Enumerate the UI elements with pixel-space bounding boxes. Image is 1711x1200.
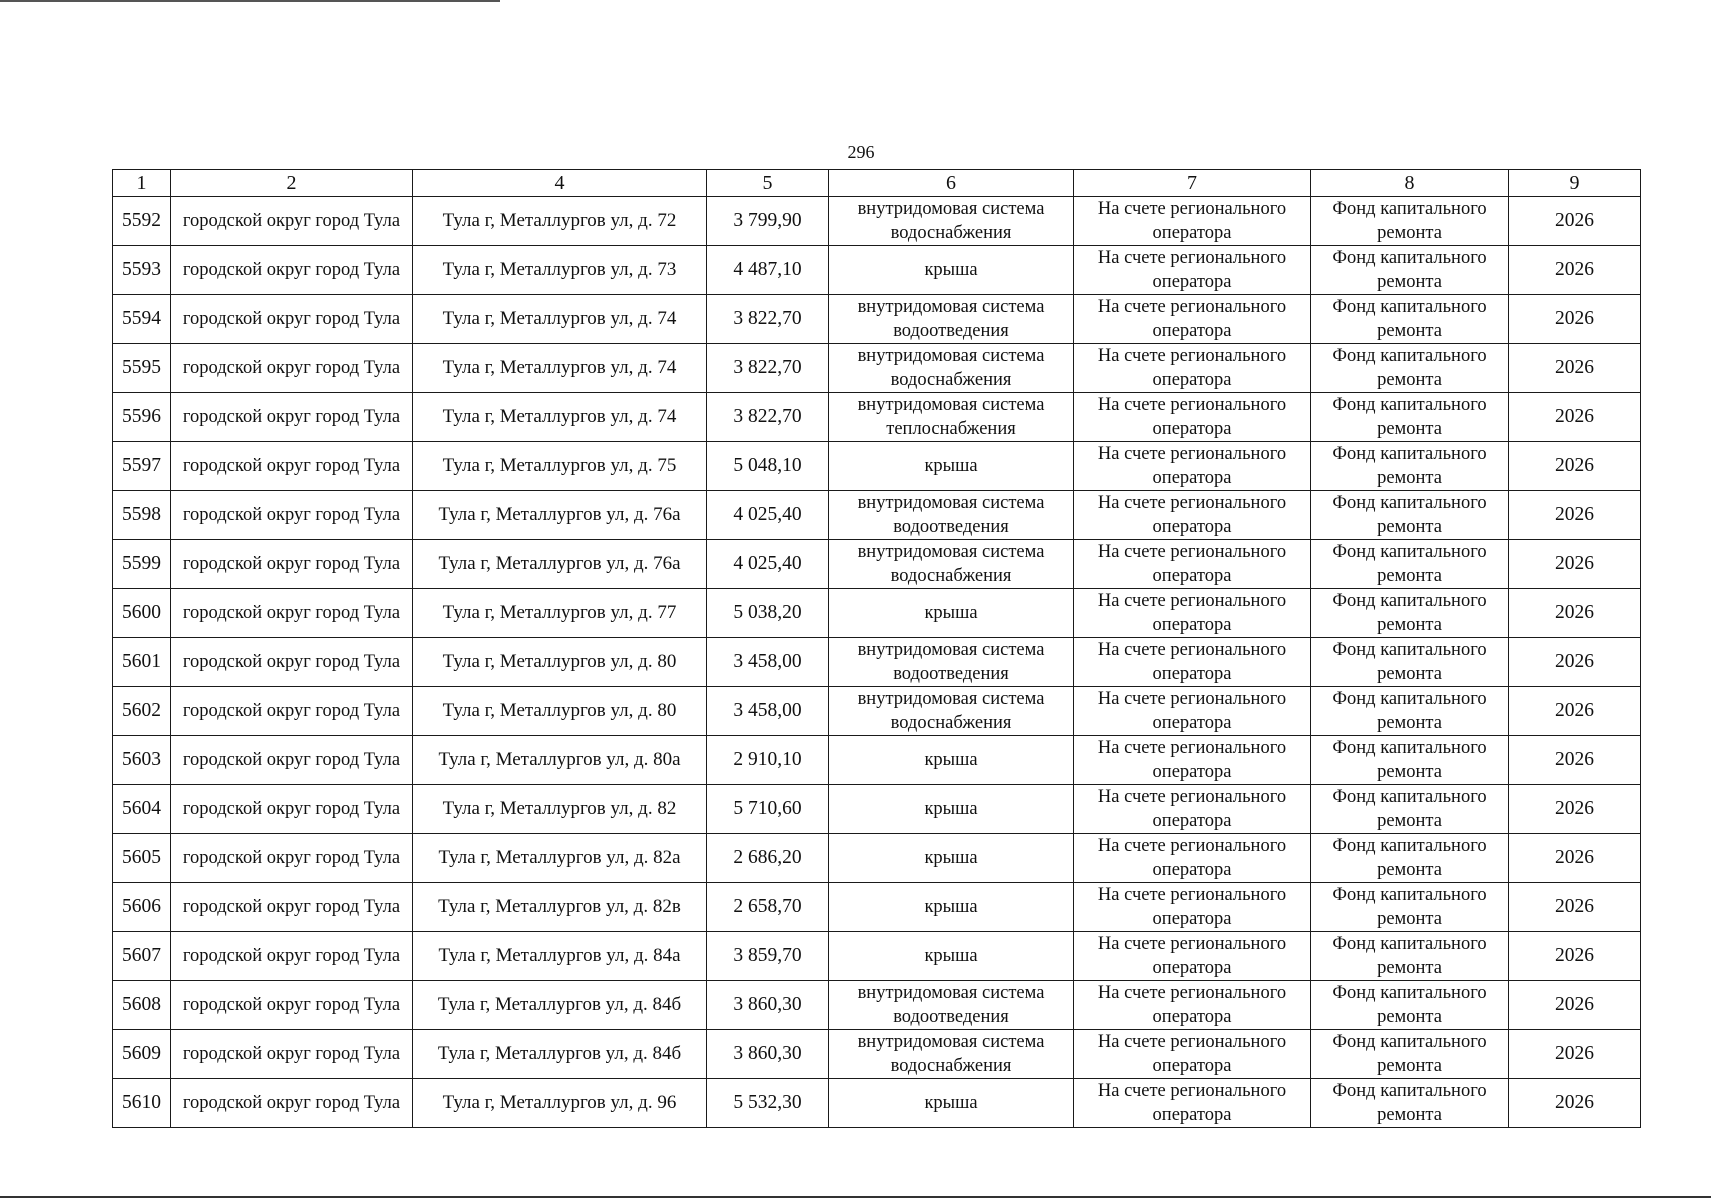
address-cell: Тула г, Металлургов ул, д. 80 <box>413 687 707 736</box>
column-header-1: 1 <box>113 170 171 197</box>
work-type-cell: крыша <box>829 785 1074 834</box>
page-number: 296 <box>847 142 875 162</box>
row-number: 5599 <box>113 540 171 589</box>
area-cell: 3 860,30 <box>707 981 829 1030</box>
account-cell: На счете регионального оператора <box>1074 491 1311 540</box>
work-type-cell: внутридомовая система водоснабжения <box>829 1030 1074 1079</box>
work-type-cell: внутридомовая система теплоснабжения <box>829 393 1074 442</box>
area-cell: 4 025,40 <box>707 491 829 540</box>
year-cell: 2026 <box>1509 687 1641 736</box>
municipality-cell: городской округ город Тула <box>171 687 413 736</box>
account-cell: На счете регионального оператора <box>1074 687 1311 736</box>
municipality-cell: городской округ город Тула <box>171 981 413 1030</box>
table-row <box>113 981 1641 1030</box>
work-type-cell: крыша <box>829 883 1074 932</box>
work-type-cell: внутридомовая система водоснабжения <box>829 197 1074 246</box>
row-number: 5605 <box>113 834 171 883</box>
row-number: 5596 <box>113 393 171 442</box>
year-cell: 2026 <box>1509 197 1641 246</box>
table-row <box>113 344 1641 393</box>
area-cell: 3 860,30 <box>707 1030 829 1079</box>
year-cell: 2026 <box>1509 589 1641 638</box>
municipality-cell: городской округ город Тула <box>171 344 413 393</box>
year-cell: 2026 <box>1509 981 1641 1030</box>
account-cell: На счете регионального оператора <box>1074 736 1311 785</box>
address-cell: Тула г, Металлургов ул, д. 72 <box>413 197 707 246</box>
funding-source-cell: Фонд капитального ремонта <box>1311 1030 1509 1079</box>
column-header-7: 7 <box>1074 170 1311 197</box>
work-type-cell: крыша <box>829 589 1074 638</box>
funding-source-cell: Фонд капитального ремонта <box>1311 246 1509 295</box>
funding-source-cell: Фонд капитального ремонта <box>1311 834 1509 883</box>
work-type-cell: внутридомовая система водоотведения <box>829 981 1074 1030</box>
municipality-cell: городской округ город Тула <box>171 1030 413 1079</box>
area-cell: 4 487,10 <box>707 246 829 295</box>
address-cell: Тула г, Металлургов ул, д. 80 <box>413 638 707 687</box>
account-cell: На счете регионального оператора <box>1074 932 1311 981</box>
account-cell: На счете регионального оператора <box>1074 589 1311 638</box>
account-cell: На счете регионального оператора <box>1074 295 1311 344</box>
year-cell: 2026 <box>1509 834 1641 883</box>
row-number: 5595 <box>113 344 171 393</box>
municipality-cell: городской округ город Тула <box>171 1079 413 1128</box>
municipality-cell: городской округ город Тула <box>171 295 413 344</box>
table-row <box>113 736 1641 785</box>
address-cell: Тула г, Металлургов ул, д. 75 <box>413 442 707 491</box>
year-cell: 2026 <box>1509 246 1641 295</box>
municipality-cell: городской округ город Тула <box>171 785 413 834</box>
year-cell: 2026 <box>1509 393 1641 442</box>
column-header-6: 6 <box>829 170 1074 197</box>
municipality-cell: городской округ город Тула <box>171 246 413 295</box>
row-number: 5606 <box>113 883 171 932</box>
year-cell: 2026 <box>1509 736 1641 785</box>
row-number: 5602 <box>113 687 171 736</box>
area-cell: 3 458,00 <box>707 687 829 736</box>
area-cell: 5 532,30 <box>707 1079 829 1128</box>
table-row <box>113 785 1641 834</box>
table-row <box>113 540 1641 589</box>
table-header <box>113 170 1641 197</box>
address-cell: Тула г, Металлургов ул, д. 80а <box>413 736 707 785</box>
scan-edge-bottom <box>0 1196 1711 1198</box>
address-cell: Тула г, Металлургов ул, д. 77 <box>413 589 707 638</box>
funding-source-cell: Фонд капитального ремонта <box>1311 883 1509 932</box>
address-cell: Тула г, Металлургов ул, д. 76а <box>413 540 707 589</box>
year-cell: 2026 <box>1509 785 1641 834</box>
year-cell: 2026 <box>1509 1030 1641 1079</box>
table-row <box>113 687 1641 736</box>
column-header-5: 5 <box>707 170 829 197</box>
area-cell: 2 910,10 <box>707 736 829 785</box>
table-row <box>113 442 1641 491</box>
municipality-cell: городской округ город Тула <box>171 442 413 491</box>
row-number: 5593 <box>113 246 171 295</box>
account-cell: На счете регионального оператора <box>1074 785 1311 834</box>
column-header-4: 4 <box>413 170 707 197</box>
work-type-cell: крыша <box>829 246 1074 295</box>
row-number: 5610 <box>113 1079 171 1128</box>
year-cell: 2026 <box>1509 932 1641 981</box>
area-cell: 5 710,60 <box>707 785 829 834</box>
area-cell: 5 038,20 <box>707 589 829 638</box>
row-number: 5601 <box>113 638 171 687</box>
municipality-cell: городской округ город Тула <box>171 540 413 589</box>
address-cell: Тула г, Металлургов ул, д. 84а <box>413 932 707 981</box>
address-cell: Тула г, Металлургов ул, д. 96 <box>413 1079 707 1128</box>
work-type-cell: крыша <box>829 1079 1074 1128</box>
scan-edge-top <box>0 0 500 2</box>
address-cell: Тула г, Металлургов ул, д. 82 <box>413 785 707 834</box>
year-cell: 2026 <box>1509 883 1641 932</box>
account-cell: На счете регионального оператора <box>1074 834 1311 883</box>
row-number: 5598 <box>113 491 171 540</box>
year-cell: 2026 <box>1509 540 1641 589</box>
funding-source-cell: Фонд капитального ремонта <box>1311 344 1509 393</box>
account-cell: На счете регионального оператора <box>1074 883 1311 932</box>
work-type-cell: крыша <box>829 736 1074 785</box>
account-cell: На счете регионального оператора <box>1074 1030 1311 1079</box>
table-row <box>113 197 1641 246</box>
account-cell: На счете регионального оператора <box>1074 246 1311 295</box>
row-number: 5592 <box>113 197 171 246</box>
work-type-cell: внутридомовая система водоснабжения <box>829 540 1074 589</box>
year-cell: 2026 <box>1509 638 1641 687</box>
work-type-cell: внутридомовая система водоснабжения <box>829 344 1074 393</box>
area-cell: 3 458,00 <box>707 638 829 687</box>
funding-source-cell: Фонд капитального ремонта <box>1311 393 1509 442</box>
municipality-cell: городской округ город Тула <box>171 638 413 687</box>
address-cell: Тула г, Металлургов ул, д. 74 <box>413 393 707 442</box>
account-cell: На счете регионального оператора <box>1074 1079 1311 1128</box>
funding-source-cell: Фонд капитального ремонта <box>1311 785 1509 834</box>
table-row <box>113 883 1641 932</box>
municipality-cell: городской округ город Тула <box>171 491 413 540</box>
year-cell: 2026 <box>1509 344 1641 393</box>
address-cell: Тула г, Металлургов ул, д. 73 <box>413 246 707 295</box>
row-number: 5594 <box>113 295 171 344</box>
area-cell: 5 048,10 <box>707 442 829 491</box>
row-number: 5603 <box>113 736 171 785</box>
capital-repair-table <box>112 169 1641 1128</box>
row-number: 5604 <box>113 785 171 834</box>
address-cell: Тула г, Металлургов ул, д. 82в <box>413 883 707 932</box>
address-cell: Тула г, Металлургов ул, д. 84б <box>413 981 707 1030</box>
funding-source-cell: Фонд капитального ремонта <box>1311 687 1509 736</box>
work-type-cell: внутридомовая система водоснабжения <box>829 687 1074 736</box>
municipality-cell: городской округ город Тула <box>171 834 413 883</box>
work-type-cell: внутридомовая система водоотведения <box>829 638 1074 687</box>
funding-source-cell: Фонд капитального ремонта <box>1311 1079 1509 1128</box>
area-cell: 3 859,70 <box>707 932 829 981</box>
row-number: 5608 <box>113 981 171 1030</box>
row-number: 5600 <box>113 589 171 638</box>
funding-source-cell: Фонд капитального ремонта <box>1311 736 1509 785</box>
municipality-cell: городской округ город Тула <box>171 736 413 785</box>
address-cell: Тула г, Металлургов ул, д. 76а <box>413 491 707 540</box>
address-cell: Тула г, Металлургов ул, д. 74 <box>413 344 707 393</box>
row-number: 5597 <box>113 442 171 491</box>
funding-source-cell: Фонд капитального ремонта <box>1311 981 1509 1030</box>
table-row <box>113 491 1641 540</box>
municipality-cell: городской округ город Тула <box>171 197 413 246</box>
funding-source-cell: Фонд капитального ремонта <box>1311 442 1509 491</box>
year-cell: 2026 <box>1509 1079 1641 1128</box>
column-header-9: 9 <box>1509 170 1641 197</box>
year-cell: 2026 <box>1509 442 1641 491</box>
table-row <box>113 1030 1641 1079</box>
column-header-2: 2 <box>171 170 413 197</box>
municipality-cell: городской округ город Тула <box>171 589 413 638</box>
account-cell: На счете регионального оператора <box>1074 981 1311 1030</box>
row-number: 5609 <box>113 1030 171 1079</box>
area-cell: 3 822,70 <box>707 344 829 393</box>
row-number: 5607 <box>113 932 171 981</box>
area-cell: 3 822,70 <box>707 295 829 344</box>
table-row <box>113 589 1641 638</box>
work-type-cell: крыша <box>829 442 1074 491</box>
area-cell: 3 822,70 <box>707 393 829 442</box>
account-cell: На счете регионального оператора <box>1074 393 1311 442</box>
column-header-8: 8 <box>1311 170 1509 197</box>
work-type-cell: крыша <box>829 932 1074 981</box>
table-row <box>113 638 1641 687</box>
table-body <box>113 197 1641 1128</box>
funding-source-cell: Фонд капитального ремонта <box>1311 197 1509 246</box>
funding-source-cell: Фонд капитального ремонта <box>1311 638 1509 687</box>
account-cell: На счете регионального оператора <box>1074 540 1311 589</box>
funding-source-cell: Фонд капитального ремонта <box>1311 491 1509 540</box>
municipality-cell: городской округ город Тула <box>171 883 413 932</box>
address-cell: Тула г, Металлургов ул, д. 74 <box>413 295 707 344</box>
work-type-cell: крыша <box>829 834 1074 883</box>
municipality-cell: городской округ город Тула <box>171 932 413 981</box>
year-cell: 2026 <box>1509 295 1641 344</box>
account-cell: На счете регионального оператора <box>1074 197 1311 246</box>
table-row <box>113 932 1641 981</box>
funding-source-cell: Фонд капитального ремонта <box>1311 589 1509 638</box>
address-cell: Тула г, Металлургов ул, д. 82а <box>413 834 707 883</box>
area-cell: 2 686,20 <box>707 834 829 883</box>
year-cell: 2026 <box>1509 491 1641 540</box>
table-row <box>113 295 1641 344</box>
funding-source-cell: Фонд капитального ремонта <box>1311 295 1509 344</box>
area-cell: 2 658,70 <box>707 883 829 932</box>
area-cell: 3 799,90 <box>707 197 829 246</box>
table-row <box>113 246 1641 295</box>
account-cell: На счете регионального оператора <box>1074 442 1311 491</box>
table-row <box>113 834 1641 883</box>
header-row <box>113 170 1641 197</box>
funding-source-cell: Фонд капитального ремонта <box>1311 932 1509 981</box>
table-row <box>113 393 1641 442</box>
table-row <box>113 1079 1641 1128</box>
work-type-cell: внутридомовая система водоотведения <box>829 295 1074 344</box>
account-cell: На счете регионального оператора <box>1074 344 1311 393</box>
area-cell: 4 025,40 <box>707 540 829 589</box>
account-cell: На счете регионального оператора <box>1074 638 1311 687</box>
funding-source-cell: Фонд капитального ремонта <box>1311 540 1509 589</box>
address-cell: Тула г, Металлургов ул, д. 84б <box>413 1030 707 1079</box>
work-type-cell: внутридомовая система водоотведения <box>829 491 1074 540</box>
municipality-cell: городской округ город Тула <box>171 393 413 442</box>
